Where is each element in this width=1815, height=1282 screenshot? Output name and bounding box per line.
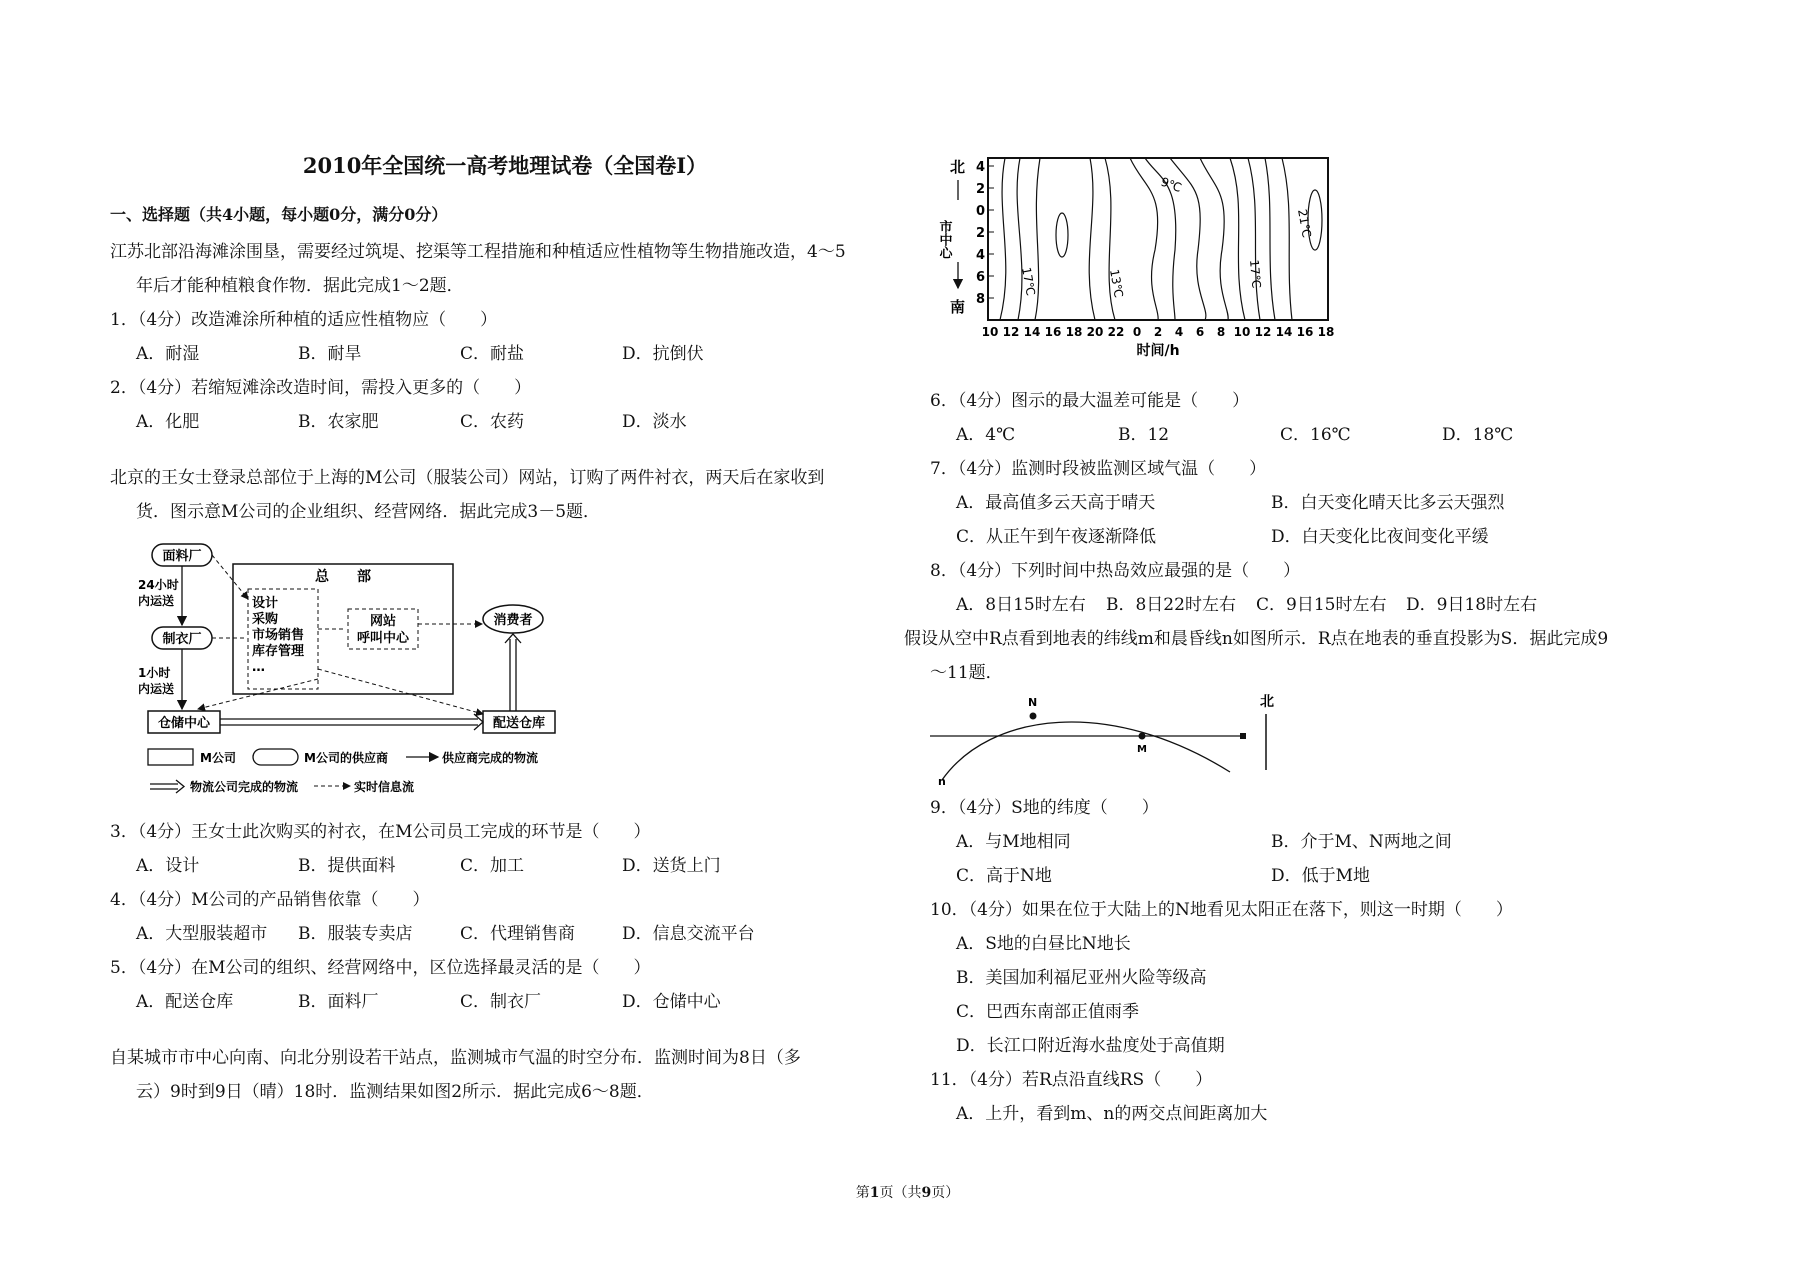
option[interactable]: C．16℃ [1280, 425, 1351, 445]
option[interactable]: A．与M地相同 [956, 832, 1071, 852]
option[interactable]: D．长江口附近海水盐度处于高值期 [956, 1036, 1225, 1056]
option[interactable]: B．白天变化晴天比多云天强烈 [1271, 493, 1505, 513]
legend-logistics-flow: 物流公司完成的物流 [190, 780, 299, 794]
garment-factory: 制衣厂 [162, 632, 202, 647]
option[interactable]: B．耐旱 [298, 344, 362, 364]
label-1h: 内运送 [138, 682, 175, 696]
left-column [110, 150, 900, 1109]
question-2: 2．（4分）若缩短滩涂改造时间，需投入更多的（ ） [110, 378, 532, 398]
hq-item: 设计 [252, 596, 279, 611]
x-tick-label: 6 [1195, 325, 1205, 339]
x-tick-label: 14 [1023, 325, 1041, 339]
option[interactable]: C．巴西东南部正值雨季 [956, 1002, 1140, 1022]
legend-supplier: M公司的供应商 [304, 751, 388, 765]
intro-3: 自某城市市中心向南、向北分别设若干站点，监测城市气温的时空分布．监测时间为8日（多 云）9时到9日（晴）18时．监测结果如图2所示．据此完成6～8题． [110, 1048, 801, 1102]
question-9-options-row1 [930, 825, 1730, 859]
x-tick-label: 16 [1296, 325, 1314, 339]
question-4: 4．（4分）M公司的产品销售依靠（ ） [110, 890, 430, 910]
x-tick-label: 10 [981, 325, 999, 339]
x-axis-label: 时间/h [1136, 343, 1180, 359]
option[interactable]: A．化肥 [136, 412, 200, 432]
page-number: 1 [869, 1185, 880, 1201]
question-1: 1．（4分）改造滩涂所种植的适应性植物应（ ） [110, 310, 498, 330]
intro-2: 北京的王女士登录总部位于上海的M公司（服装公司）网站，订购了两件衬衣，两天后在家收到 货．图示意M公司的企业组织、经营网络．据此完成3－5题． [110, 468, 825, 522]
option[interactable]: A．大型服装超市 [136, 924, 268, 944]
question-1-options [110, 337, 900, 371]
option[interactable]: B．8日22时左右 [1106, 595, 1236, 615]
question-9-options-row2 [930, 859, 1730, 893]
option[interactable]: D．送货上门 [622, 856, 721, 876]
x-tick-label: 14 [1275, 325, 1293, 339]
option[interactable]: C．农药 [460, 412, 525, 432]
question-2-options [110, 405, 900, 439]
storage-center: 仓储中心 [157, 716, 211, 731]
question-6-options [930, 418, 1730, 452]
consumer: 消费者 [493, 613, 533, 628]
iso-label: 13℃ [1107, 268, 1126, 299]
option[interactable]: B．农家肥 [298, 412, 379, 432]
option[interactable]: B．美国加利福尼亚州火险等级高 [956, 968, 1207, 988]
option[interactable]: B．12 [1118, 425, 1170, 445]
axis-center: 市中心 [936, 220, 952, 259]
axis-south: 南 [950, 298, 966, 316]
axis-north: 北 [950, 158, 966, 176]
option[interactable]: B．面料厂 [298, 992, 379, 1012]
y-tick-label: 4 [976, 248, 986, 263]
option[interactable]: D．淡水 [622, 412, 687, 432]
company-network-diagram [138, 539, 698, 809]
y-tick-label: 2 [976, 226, 986, 241]
legend-supplier-flow: 供应商完成的物流 [442, 751, 539, 765]
website-label: 网站 [369, 614, 397, 629]
north-label: 北 [1260, 694, 1274, 710]
y-tick-label: 8 [976, 292, 986, 307]
option[interactable]: A．耐湿 [136, 344, 200, 364]
question-9: 9．（4分）S地的纬度（ ） [930, 798, 1159, 818]
hq-item: … [252, 660, 265, 675]
option[interactable]: D．白天变化比夜间变化平缓 [1271, 527, 1489, 547]
right-column [904, 150, 1730, 1131]
option[interactable]: B．提供面料 [298, 856, 396, 876]
temperature-contour-figure [930, 150, 1350, 360]
iso-label: 17℃ [1019, 266, 1038, 297]
option[interactable]: C．耐盐 [460, 344, 525, 364]
x-tick-label: 10 [1233, 325, 1251, 339]
question-8-options [930, 588, 1730, 622]
question-5: 5．（4分）在M公司的组织、经营网络中，区位选择最灵活的是（ ） [110, 958, 651, 978]
question-10: 10．（4分）如果在位于大陆上的N地看见太阳正在落下，则这一时期（ ） [930, 900, 1513, 920]
hq-item: 采购 [252, 612, 279, 627]
legend-m-company: M公司 [200, 751, 236, 765]
hq-item: 市场销售 [252, 628, 305, 643]
x-tick-label: 12 [1254, 325, 1272, 339]
iso-label: 21℃ [1295, 208, 1314, 239]
question-6: 6．（4分）图示的最大温差可能是（ ） [930, 391, 1250, 411]
exam-title: 2010年全国统一高考地理试卷（全国卷Ⅰ） [302, 153, 708, 178]
y-tick-label: 0 [976, 204, 986, 219]
option[interactable]: D．9日18时左右 [1406, 595, 1538, 615]
label-1h: 1小时 [138, 666, 171, 680]
option[interactable]: C．制衣厂 [460, 992, 542, 1012]
question-3: 3．（4分）王女士此次购买的衬衣，在M公司员工完成的环节是（ ） [110, 822, 651, 842]
intro-4: 假设从空中R点看到地表的纬线m和晨昏线n如图所示．R点在地表的垂直投影为S．据此完成9 ～11题． [904, 629, 1609, 683]
latitude-terminator-figure [930, 692, 1290, 787]
hq-item: 库存管理 [252, 644, 305, 659]
option[interactable]: A．4℃ [956, 425, 1016, 445]
question-7: 7．（4分）监测时段被监测区域气温（ ） [930, 459, 1267, 479]
option[interactable]: A．最高值多云天高于晴天 [956, 493, 1156, 513]
x-tick-label: 8 [1216, 325, 1226, 339]
question-11: 11．（4分）若R点沿直线RS（ ） [930, 1070, 1213, 1090]
y-tick-label: 2 [976, 182, 986, 197]
section-heading: 一、选择题（共4小题，每小题0分，满分0分） [110, 205, 448, 224]
x-tick-label: 16 [1044, 325, 1062, 339]
option[interactable]: A．配送仓库 [136, 992, 234, 1012]
y-tick-label: 4 [976, 160, 986, 175]
option[interactable]: A．设计 [136, 856, 200, 876]
question-5-options [110, 985, 900, 1019]
option[interactable]: A．上升，看到m、n的两交点间距离加大 [956, 1104, 1268, 1124]
option[interactable]: D．低于M地 [1271, 866, 1371, 886]
question-4-options [110, 917, 900, 951]
option[interactable]: D．18℃ [1442, 425, 1514, 445]
option[interactable]: C．代理销售商 [460, 924, 576, 944]
legend-info-flow: 实时信息流 [354, 780, 415, 794]
x-tick-label: 18 [1065, 325, 1083, 339]
x-tick-label: 22 [1107, 325, 1125, 339]
iso-label: 17℃ [1247, 259, 1264, 289]
question-7-options-row2 [930, 520, 1730, 554]
point-M: M [1137, 744, 1147, 755]
option[interactable]: D．信息交流平台 [622, 924, 755, 944]
question-8: 8．（4分）下列时间中热岛效应最强的是（ ） [930, 561, 1301, 581]
x-tick-label: 2 [1153, 325, 1163, 339]
question-3-options [110, 849, 900, 883]
line-n-label: n [938, 775, 946, 787]
x-tick-label: 20 [1086, 325, 1104, 339]
intro-1: 江苏北部沿海滩涂围垦，需要经过筑堤、挖渠等工程措施和种植适应性植物等生物措施改造，4～5 年后才能种植粮食作物．据此完成1～2题． [110, 242, 846, 296]
x-tick-label: 18 [1317, 325, 1335, 339]
option[interactable]: C．高于N地 [956, 866, 1052, 886]
page-total: 9 [921, 1185, 932, 1201]
point-N: N [1028, 696, 1038, 709]
option[interactable]: D．仓储中心 [622, 992, 721, 1012]
x-tick-label: 12 [1002, 325, 1020, 339]
x-tick-label: 4 [1174, 325, 1184, 339]
page-footer: 第1页（共9页） [855, 1185, 960, 1201]
option[interactable]: C．加工 [460, 856, 525, 876]
option[interactable]: A．S地的白昼比N地长 [956, 934, 1131, 954]
option[interactable]: C．9日15时左右 [1256, 595, 1387, 615]
option[interactable]: C．从正午到午夜逐渐降低 [956, 527, 1157, 547]
option[interactable]: B．服装专卖店 [298, 924, 413, 944]
option[interactable]: D．抗倒伏 [622, 344, 704, 364]
option[interactable]: B．介于M、N两地之间 [1271, 832, 1452, 852]
delivery-warehouse: 配送仓库 [492, 716, 546, 731]
label-24h: 内运送 [138, 594, 175, 608]
callcenter-label: 呼叫中心 [356, 631, 410, 646]
label-24h: 24小时 [138, 578, 179, 592]
x-tick-label: 0 [1132, 325, 1142, 339]
hq-title: 总 部 [315, 569, 371, 585]
y-tick-label: 6 [976, 270, 986, 285]
fabric-factory: 面料厂 [162, 549, 202, 564]
option[interactable]: A．8日15时左右 [956, 595, 1086, 615]
iso-label: 9℃ [1158, 174, 1184, 196]
question-7-options-row1 [930, 486, 1730, 520]
